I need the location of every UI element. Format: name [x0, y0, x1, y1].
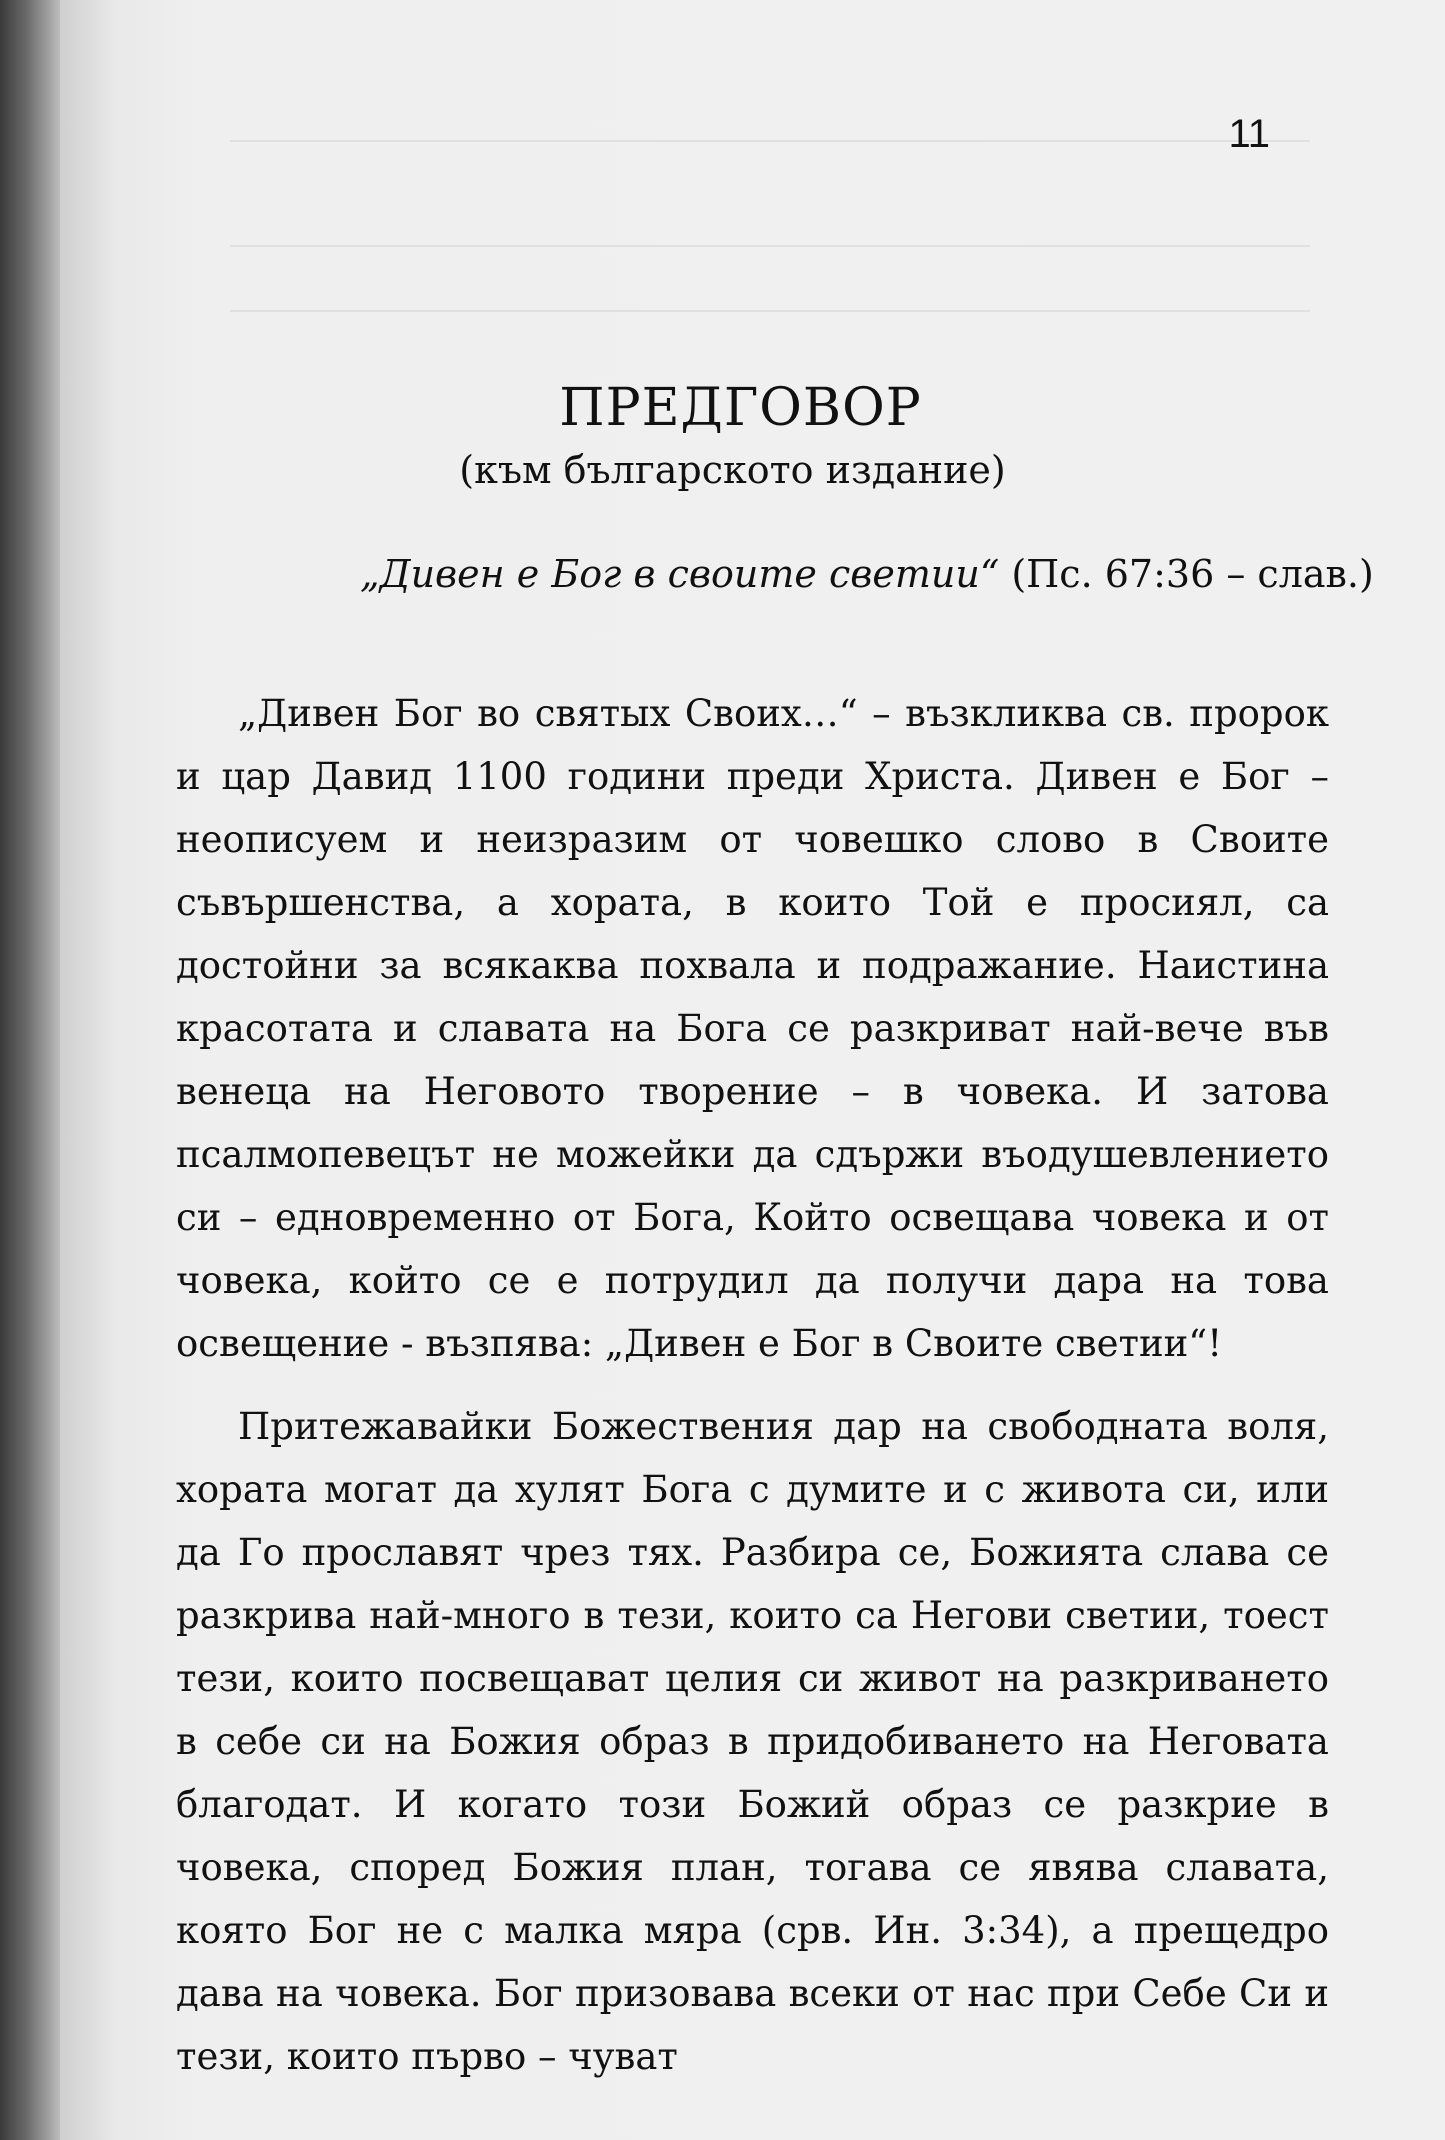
- epigraph-quote: „Дивен е Бог в своите светии“: [360, 552, 1000, 596]
- paragraph: „Дивен Бог во святых Своих…“ – възкликва св. пророк и цар Давид 1100 години преди Христа. Дивен е Бог – неописуем и неизразим от човешко слово в Своите съвършенства, а хората, в които Той е просиял, са достойни за всякаква похвала и подражание. Наистина красотата и славата на Бога се разкриват най-вече във венеца на Неговото творение – в човека. И затова псалмопевецът не можейки да сдържи въодушевлението си – едновременно от Бога, Който освещава човека и от човека, който се е потрудил да получи дара на това освещение - възпява: „Дивен е Бог в Своите светии“!: [176, 692, 1329, 1365]
- paragraph: Притежавайки Божествения дар на свободната воля, хората могат да хулят Бога с думите и с живота си, или да Го прославят чрез тях. Разбира се, Божията слава се разкрива най-много в тези, които са Негови светии, тоест тези, които посвещават целия си живот на разкриването в себе си на Божия образ в придобиването на Неговата благодат. И когато този Божий образ се разкрие в човека, според Божия план, тогава се явява славата, която Бог не с малка мяра (срв. Ин. 3:34), а прещедро дава на човека. Бог призовава всеки от нас при Себе Си и тези, които първо – чуват: [176, 1405, 1329, 2078]
- bleed-through-line: [230, 140, 1310, 142]
- epigraph: [360, 552, 1374, 596]
- epigraph-reference: (Пс. 67:36 – слав.): [999, 552, 1374, 596]
- chapter-subheading: (към българското издание): [459, 448, 1006, 492]
- bleed-through-line: [230, 310, 1310, 312]
- book-spine-shadow: [0, 0, 60, 2140]
- book-page: [60, 0, 1445, 2140]
- body-text: [176, 682, 1329, 2108]
- bleed-through-line: [230, 245, 1310, 247]
- chapter-heading: ПРЕДГОВОР: [559, 378, 922, 438]
- page-number: 11: [1228, 112, 1270, 156]
